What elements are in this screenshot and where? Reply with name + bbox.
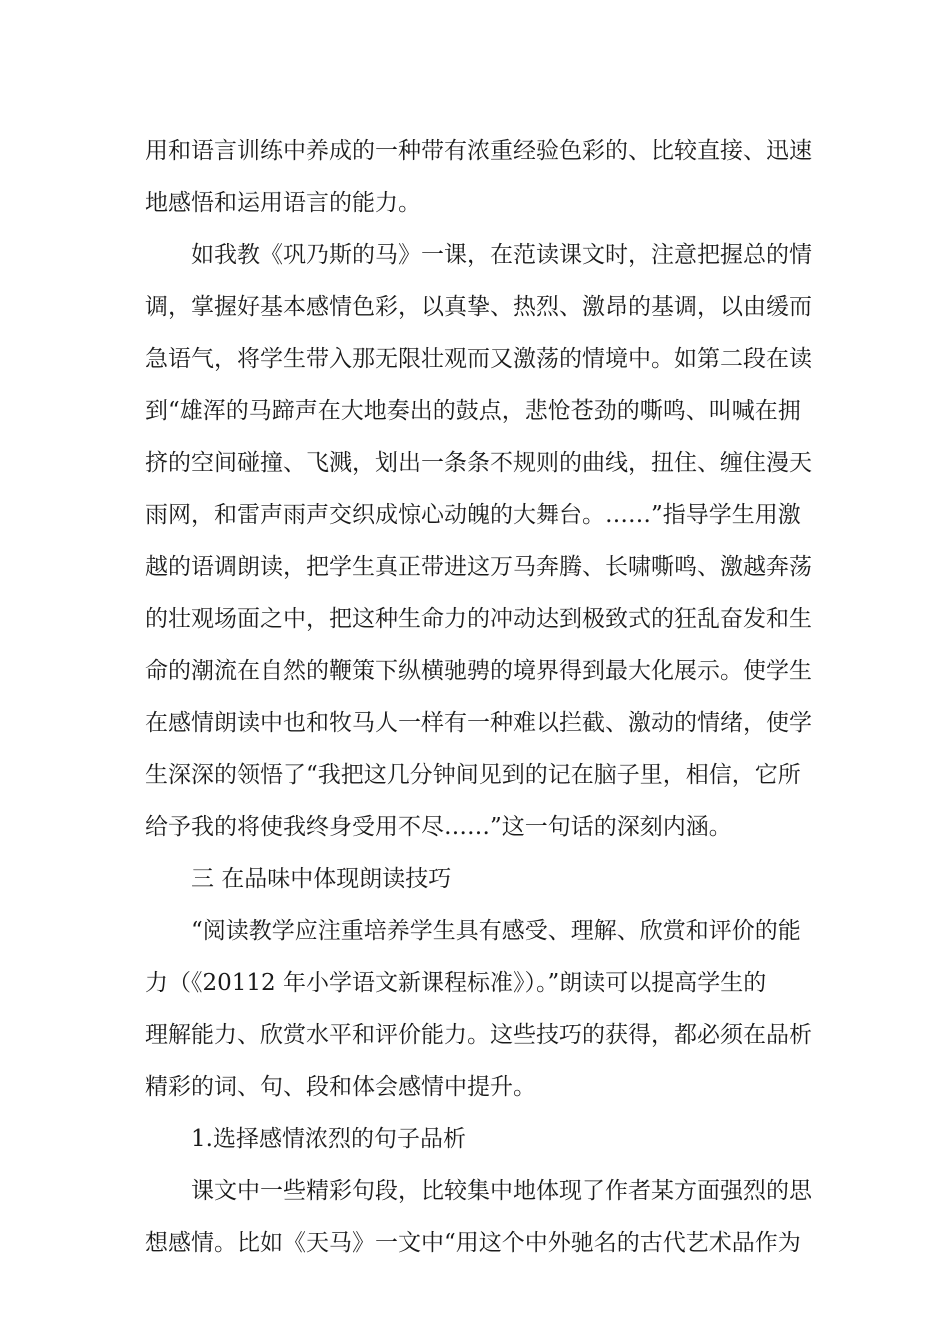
text-line: 的壮观场面之中，把这种生命力的冲动达到极致式的狂乱奋发和生 bbox=[145, 606, 812, 632]
text-line: 给予我的将使我终身受用不尽……”这一句话的深刻内涵。 bbox=[145, 814, 732, 840]
text-line: 命的潮流在自然的鞭策下纵横驰骋的境界得到最大化展示。使学生 bbox=[145, 658, 812, 684]
text-line: 用和语言训练中养成的一种带有浓重经验色彩的、比较直接、迅速 bbox=[145, 138, 812, 164]
text-line: 力（《20112 年小学语文新课程标准》）。”朗读可以提高学生的 bbox=[145, 970, 767, 996]
subsection-heading: 1.选择感情浓烈的句子品析 bbox=[191, 1126, 466, 1152]
text-line: 精彩的词、句、段和体会感情中提升。 bbox=[145, 1074, 536, 1100]
paragraph-start-line: “阅读教学应注重培养学生具有感受、理解、欣赏和评价的能 bbox=[191, 918, 801, 944]
text-line: 急语气，将学生带入那无限壮观而又激荡的情境中。如第二段在读 bbox=[145, 346, 812, 372]
text-line: 生深深的领悟了“我把这几分钟间见到的记在脑子里，相信，它所 bbox=[145, 762, 801, 788]
paragraph-start-line: 课文中一些精彩句段，比较集中地体现了作者某方面强烈的思 bbox=[191, 1178, 812, 1204]
text-line: 越的语调朗读，把学生真正带进这万马奔腾、长啸嘶鸣、激越奔荡 bbox=[145, 554, 812, 580]
text-line: 挤的空间碰撞、飞溅，划出一条条不规则的曲线，扭住、缠住漫天 bbox=[145, 450, 812, 476]
text-line: 理解能力、欣赏水平和评价能力。这些技巧的获得，都必须在品析 bbox=[145, 1022, 812, 1048]
text-line: 想感情。比如《天马》一文中“用这个中外驰名的古代艺术品作为 bbox=[145, 1230, 801, 1256]
text-line: 到“雄浑的马蹄声在大地奏出的鼓点，悲怆苍劲的嘶鸣、叫喊在拥 bbox=[145, 398, 801, 424]
section-heading: 三 在品味中体现朗读技巧 bbox=[191, 866, 452, 892]
text-line: 雨网，和雷声雨声交织成惊心动魄的大舞台。……”指导学生用激 bbox=[145, 502, 801, 528]
text-line: 在感情朗读中也和牧马人一样有一种难以拦截、激动的情绪，使学 bbox=[145, 710, 812, 736]
text-line: 地感悟和运用语言的能力。 bbox=[145, 190, 421, 216]
paragraph-start-line: 如我教《巩乃斯的马》一课，在范读课文时，注意把握总的情 bbox=[191, 242, 812, 268]
text-line: 调，掌握好基本感情色彩，以真挚、热烈、激昂的基调，以由缓而 bbox=[145, 294, 812, 320]
